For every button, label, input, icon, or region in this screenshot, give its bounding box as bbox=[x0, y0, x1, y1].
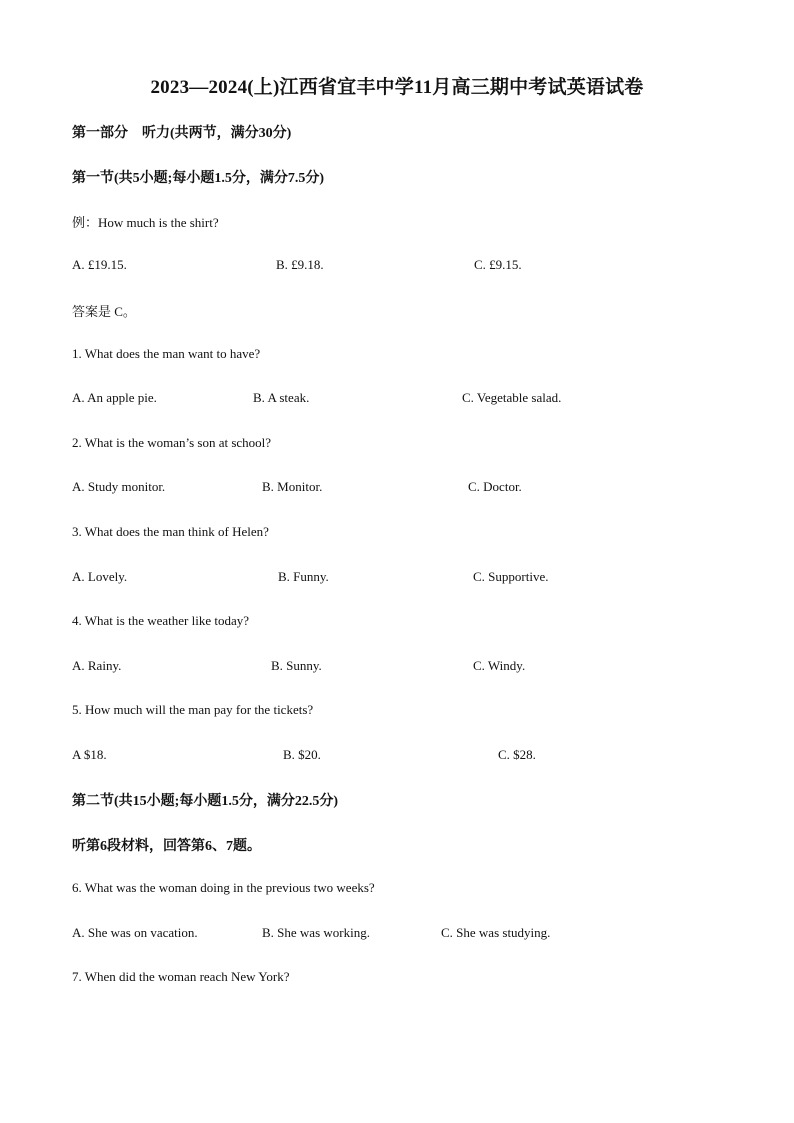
q5-option-c: C. $28. bbox=[498, 747, 536, 762]
q2-option-a: A. Study monitor. bbox=[72, 479, 166, 494]
q1-option-a: A. An apple pie. bbox=[72, 390, 157, 405]
exam-title: 2023—2024(上)江西省宜丰中学11月高三期中考试英语试卷 bbox=[150, 77, 644, 98]
question-7: 7. When did the woman reach New York? bbox=[72, 969, 290, 984]
example-answer: 答案是 C。 bbox=[72, 304, 136, 319]
question-4: 4. What is the weather like today? bbox=[72, 613, 250, 628]
q4-option-b: B. Sunny. bbox=[271, 658, 322, 673]
example-option-a: A. £19.15. bbox=[72, 257, 127, 272]
question-3: 3. What does the man think of Helen? bbox=[72, 524, 269, 539]
section-heading: 第一节(共5小题;每小题1.5分，满分7.5分) bbox=[72, 171, 324, 186]
example-question: 例：How much is the shirt? bbox=[72, 215, 219, 230]
material-heading: 听第6段材料，回答第6、7题。 bbox=[72, 839, 261, 854]
question-5: 5. How much will the man pay for the tickets? bbox=[72, 702, 314, 717]
q4-option-a: A. Rainy. bbox=[72, 658, 122, 673]
q5-option-a: A $18. bbox=[72, 747, 107, 762]
question-2: 2. What is the woman’s son at school? bbox=[72, 435, 272, 450]
q5-option-b: B. $20. bbox=[283, 747, 321, 762]
q6-option-c: C. She was studying. bbox=[441, 925, 551, 940]
q3-option-a: A. Lovely. bbox=[72, 569, 128, 584]
q2-option-b: B. Monitor. bbox=[262, 479, 323, 494]
q3-option-c: C. Supportive. bbox=[473, 569, 549, 584]
q3-option-b: B. Funny. bbox=[278, 569, 329, 584]
q1-option-c: C. Vegetable salad. bbox=[462, 390, 562, 405]
example-option-b: B. £9.18. bbox=[276, 257, 324, 272]
question-6: 6. What was the woman doing in the previous two weeks? bbox=[72, 880, 375, 895]
example-option-c: C. £9.15. bbox=[474, 257, 522, 272]
q4-option-c: C. Windy. bbox=[473, 658, 526, 673]
q2-option-c: C. Doctor. bbox=[468, 479, 522, 494]
question-1: 1. What does the man want to have? bbox=[72, 346, 261, 361]
q6-option-b: B. She was working. bbox=[262, 925, 370, 940]
section-heading-2: 第二节(共15小题;每小题1.5分，满分22.5分) bbox=[72, 794, 338, 809]
part-heading: 第一部分 听力(共两节，满分30分) bbox=[72, 126, 292, 141]
q6-option-a: A. She was on vacation. bbox=[72, 925, 198, 940]
q1-option-b: B. A steak. bbox=[253, 390, 310, 405]
